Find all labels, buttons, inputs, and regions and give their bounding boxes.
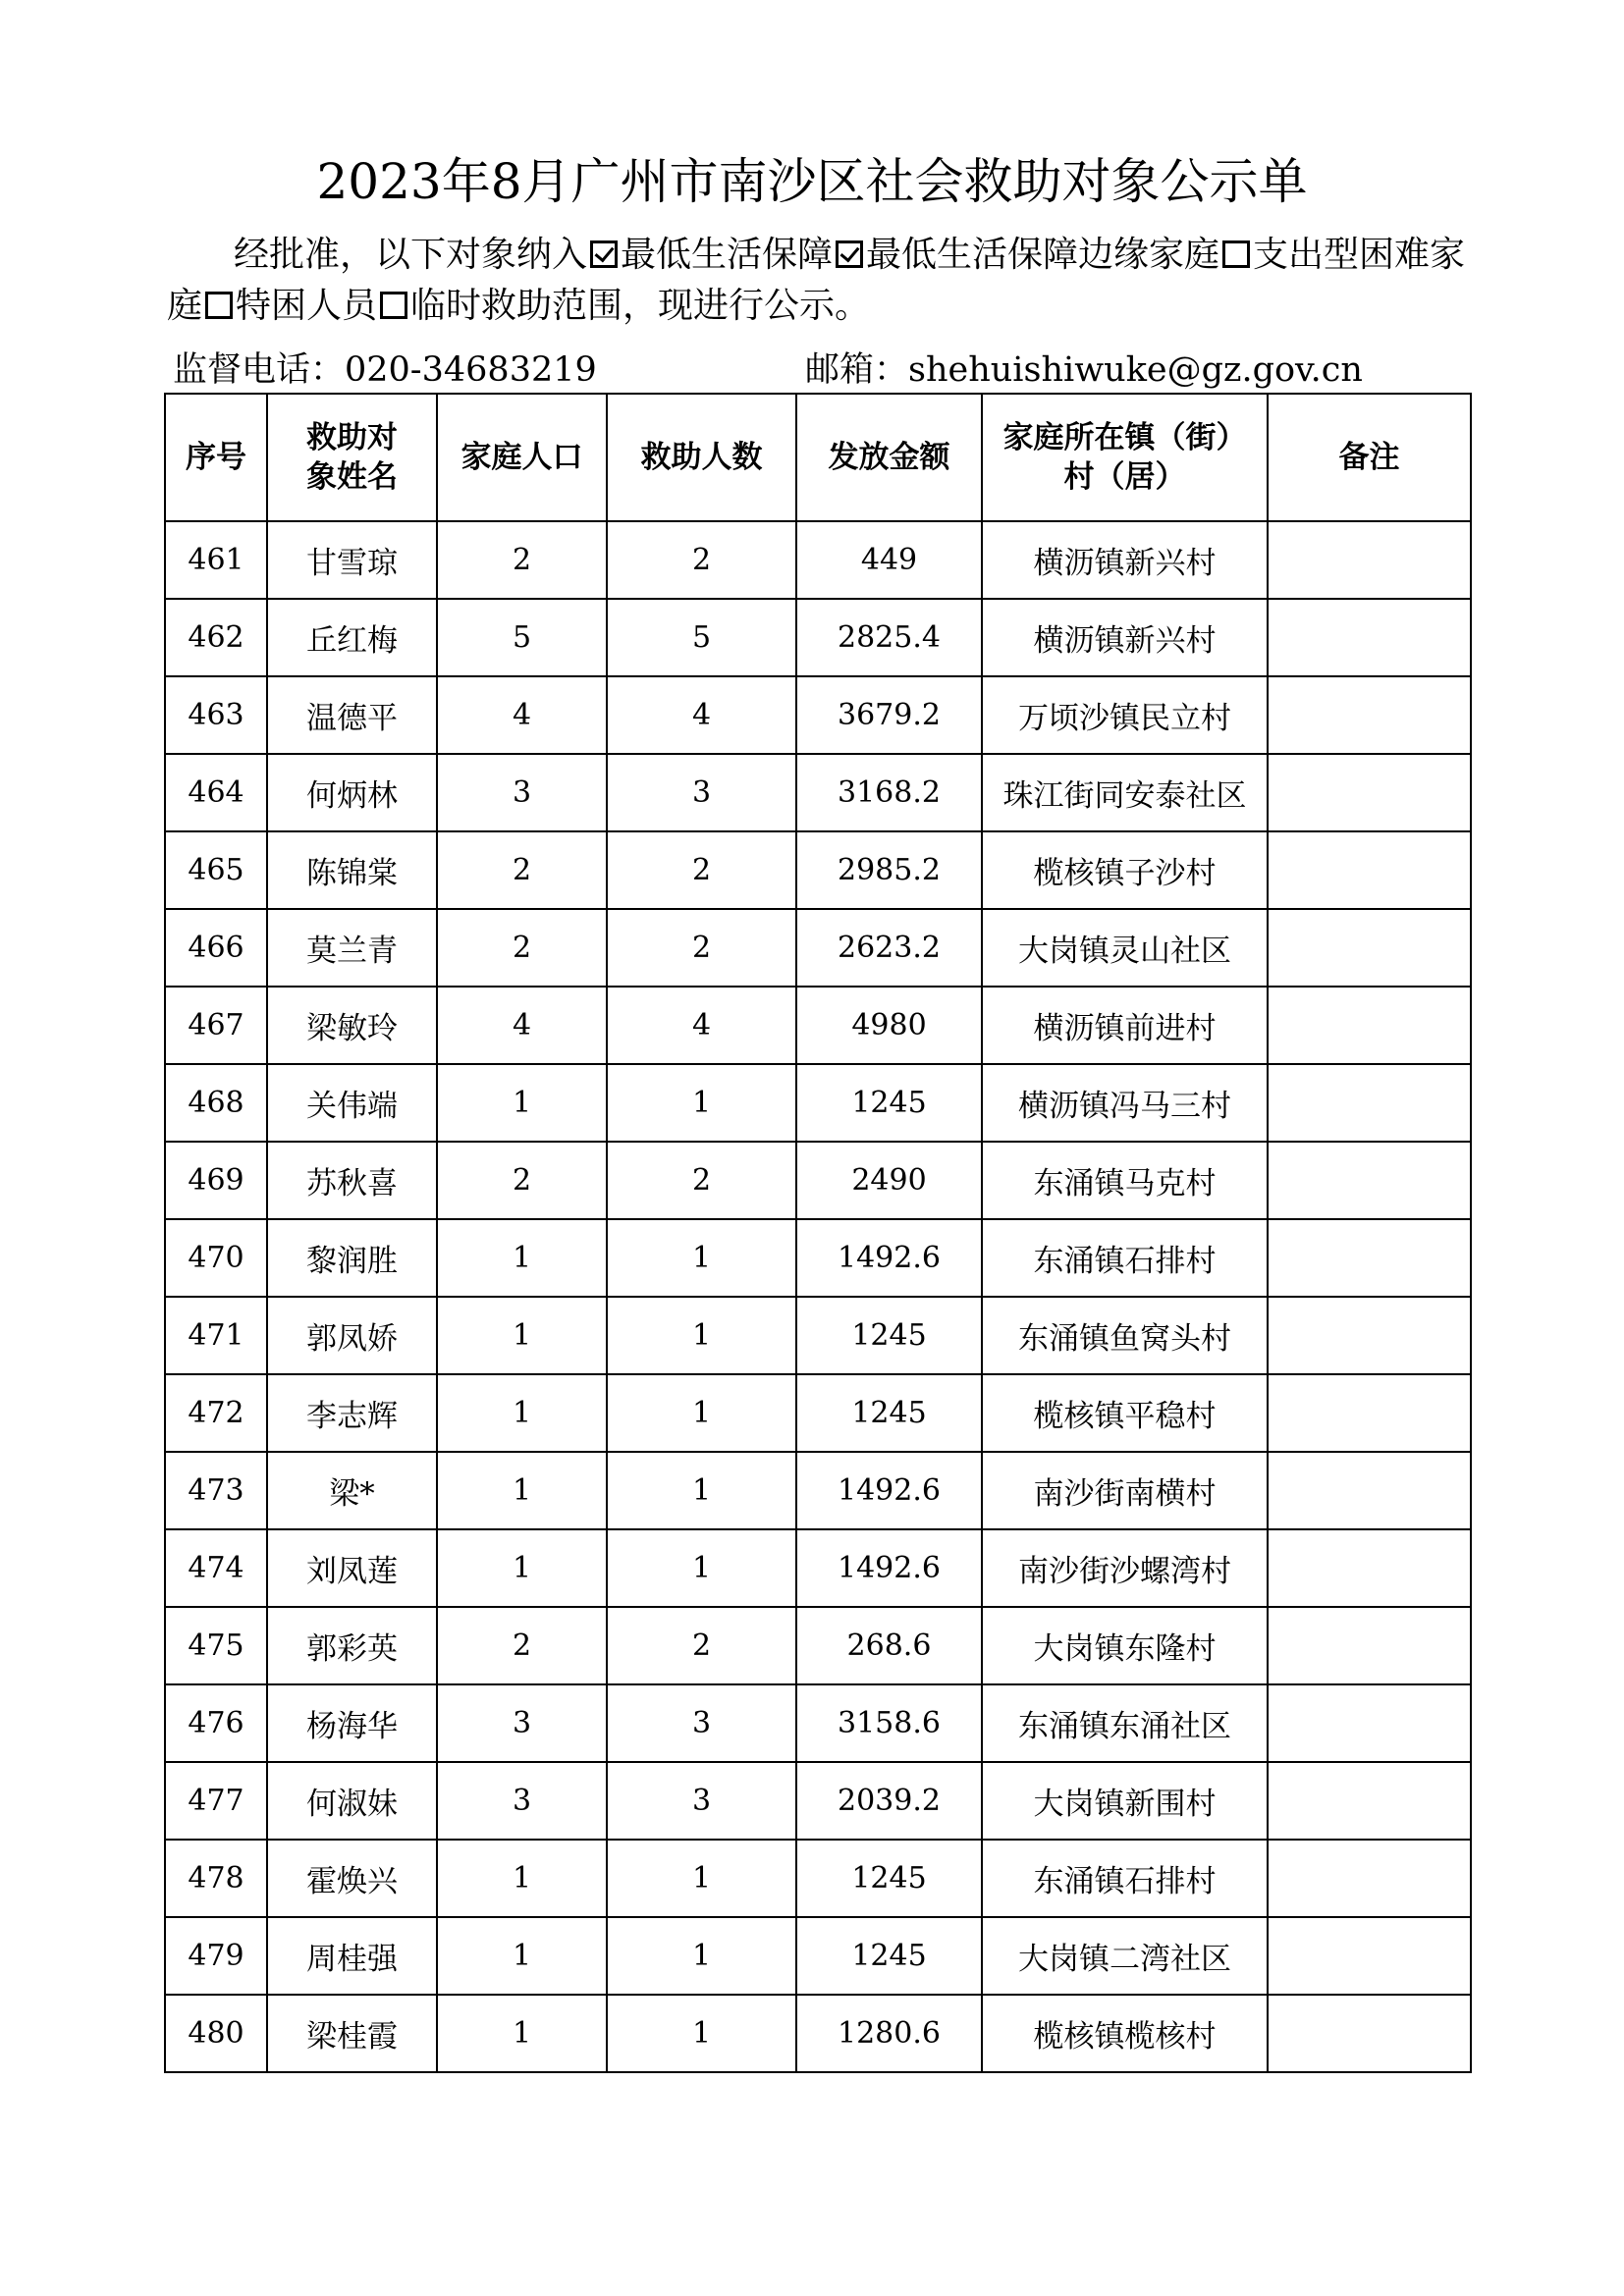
cell-household: 1 <box>437 1995 607 2072</box>
table-row <box>165 599 1471 676</box>
cell-aided: 4 <box>607 987 796 1064</box>
table-row <box>165 1219 1471 1297</box>
cell-remark <box>1268 754 1471 831</box>
cell-remark <box>1268 676 1471 754</box>
cell-aided: 1 <box>607 1840 796 1917</box>
cell-location: 横沥镇新兴村 <box>982 521 1268 599</box>
cell-index: 480 <box>165 1995 267 2072</box>
col-header-remark: 备注 <box>1268 394 1471 521</box>
col-header-household: 家庭人口 <box>437 394 607 521</box>
cell-name: 梁桂霞 <box>267 1995 437 2072</box>
cell-index: 472 <box>165 1374 267 1452</box>
table-row <box>165 831 1471 909</box>
table-row <box>165 1374 1471 1452</box>
cell-aided: 2 <box>607 1607 796 1684</box>
cell-amount: 268.6 <box>796 1607 982 1684</box>
cell-remark <box>1268 1142 1471 1219</box>
cell-remark <box>1268 1064 1471 1142</box>
cell-location: 横沥镇前进村 <box>982 987 1268 1064</box>
cell-location: 万顷沙镇民立村 <box>982 676 1268 754</box>
cell-household: 2 <box>437 1142 607 1219</box>
cell-location: 大岗镇灵山社区 <box>982 909 1268 987</box>
supervision-phone: 监督电话：020-34683219 <box>173 350 597 390</box>
cell-aided: 1 <box>607 1529 796 1607</box>
cell-household: 2 <box>437 521 607 599</box>
cell-amount: 1245 <box>796 1840 982 1917</box>
cell-remark <box>1268 1917 1471 1995</box>
cell-location: 榄核镇子沙村 <box>982 831 1268 909</box>
cell-index: 463 <box>165 676 267 754</box>
cell-amount: 2039.2 <box>796 1762 982 1840</box>
cell-aided: 1 <box>607 1374 796 1452</box>
table-row <box>165 1607 1471 1684</box>
cell-remark <box>1268 1452 1471 1529</box>
page-title: 2023年8月广州市南沙区社会救助对象公示单 <box>316 153 1308 210</box>
cell-name: 温德平 <box>267 676 437 754</box>
cell-household: 4 <box>437 987 607 1064</box>
option-label: 特困人员 <box>236 286 378 326</box>
cell-location: 大岗镇新围村 <box>982 1762 1268 1840</box>
cell-amount: 1245 <box>796 1297 982 1374</box>
cell-location: 东涌镇石排村 <box>982 1219 1268 1297</box>
cell-amount: 3679.2 <box>796 676 982 754</box>
cell-index: 479 <box>165 1917 267 1995</box>
cell-index: 475 <box>165 1607 267 1684</box>
cell-amount: 3158.6 <box>796 1684 982 1762</box>
cell-aided: 2 <box>607 1142 796 1219</box>
option-label: 临时救助 <box>410 286 553 326</box>
cell-amount: 1492.6 <box>796 1452 982 1529</box>
cell-remark <box>1268 987 1471 1064</box>
table-row <box>165 1762 1471 1840</box>
cell-name: 陈锦棠 <box>267 831 437 909</box>
cell-name: 郭彩英 <box>267 1607 437 1684</box>
cell-remark <box>1268 1374 1471 1452</box>
cell-index: 461 <box>165 521 267 599</box>
cell-index: 469 <box>165 1142 267 1219</box>
cell-name: 丘红梅 <box>267 599 437 676</box>
table-row <box>165 521 1471 599</box>
cell-amount: 449 <box>796 521 982 599</box>
cell-name: 关伟端 <box>267 1064 437 1142</box>
cell-amount: 2825.4 <box>796 599 982 676</box>
cell-amount: 1280.6 <box>796 1995 982 2072</box>
cell-household: 1 <box>437 1219 607 1297</box>
cell-amount: 2490 <box>796 1142 982 1219</box>
table-row <box>165 1142 1471 1219</box>
cell-household: 1 <box>437 1917 607 1995</box>
cell-amount: 1245 <box>796 1064 982 1142</box>
cell-aided: 2 <box>607 909 796 987</box>
cell-amount: 1245 <box>796 1374 982 1452</box>
cell-household: 3 <box>437 754 607 831</box>
option-label: 支出型困难家庭 <box>167 235 1466 326</box>
option-label: 最低生活保障 <box>621 235 834 275</box>
cell-aided: 1 <box>607 1064 796 1142</box>
cell-index: 462 <box>165 599 267 676</box>
cell-name: 甘雪琼 <box>267 521 437 599</box>
table-row <box>165 1684 1471 1762</box>
cell-name: 苏秋喜 <box>267 1142 437 1219</box>
cell-household: 4 <box>437 676 607 754</box>
col-header-name <box>267 394 437 521</box>
cell-amount: 3168.2 <box>796 754 982 831</box>
cell-location: 东涌镇石排村 <box>982 1840 1268 1917</box>
table-row <box>165 987 1471 1064</box>
cell-index: 478 <box>165 1840 267 1917</box>
cell-location: 珠江街同安泰社区 <box>982 754 1268 831</box>
cell-household: 3 <box>437 1762 607 1840</box>
cell-index: 473 <box>165 1452 267 1529</box>
cell-location: 南沙街南横村 <box>982 1452 1268 1529</box>
cell-remark <box>1268 1529 1471 1607</box>
cell-remark <box>1268 1684 1471 1762</box>
cell-amount: 1492.6 <box>796 1529 982 1607</box>
table-row <box>165 754 1471 831</box>
cell-name: 周桂强 <box>267 1917 437 1995</box>
cell-location: 横沥镇新兴村 <box>982 599 1268 676</box>
cell-name: 李志辉 <box>267 1374 437 1452</box>
cell-index: 465 <box>165 831 267 909</box>
cell-aided: 3 <box>607 754 796 831</box>
table-row <box>165 1840 1471 1917</box>
cell-household: 1 <box>437 1374 607 1452</box>
cell-remark <box>1268 1297 1471 1374</box>
option-label: 最低生活保障边缘家庭 <box>866 235 1220 275</box>
cell-amount: 4980 <box>796 987 982 1064</box>
table-row <box>165 676 1471 754</box>
cell-index: 470 <box>165 1219 267 1297</box>
checkbox-icon <box>380 292 407 319</box>
cell-index: 466 <box>165 909 267 987</box>
cell-amount: 1245 <box>796 1917 982 1995</box>
cell-household: 1 <box>437 1064 607 1142</box>
cell-remark <box>1268 1840 1471 1917</box>
cell-name: 霍焕兴 <box>267 1840 437 1917</box>
cell-index: 464 <box>165 754 267 831</box>
checkbox-icon <box>205 292 233 319</box>
intro-paragraph <box>167 230 1473 332</box>
cell-name: 梁敏玲 <box>267 987 437 1064</box>
cell-household: 1 <box>437 1529 607 1607</box>
cell-name: 黎润胜 <box>267 1219 437 1297</box>
cell-aided: 1 <box>607 1917 796 1995</box>
col-header-amount: 发放金额 <box>796 394 982 521</box>
cell-household: 2 <box>437 909 607 987</box>
cell-household: 1 <box>437 1840 607 1917</box>
cell-name: 杨海华 <box>267 1684 437 1762</box>
cell-remark <box>1268 909 1471 987</box>
checkbox-icon <box>1222 240 1250 268</box>
col-header-name-text: 救助对象姓名 <box>306 420 398 495</box>
col-header-index: 序号 <box>165 394 267 521</box>
table-row <box>165 1452 1471 1529</box>
cell-index: 468 <box>165 1064 267 1142</box>
cell-household: 3 <box>437 1684 607 1762</box>
cell-aided: 3 <box>607 1762 796 1840</box>
cell-name: 梁* <box>267 1452 437 1529</box>
cell-index: 476 <box>165 1684 267 1762</box>
recipient-table <box>164 393 1472 2073</box>
cell-location: 南沙街沙螺湾村 <box>982 1529 1268 1607</box>
table-row <box>165 1297 1471 1374</box>
cell-remark <box>1268 1762 1471 1840</box>
cell-amount: 2985.2 <box>796 831 982 909</box>
table-row <box>165 1529 1471 1607</box>
table-row <box>165 1917 1471 1995</box>
cell-location: 东涌镇鱼窝头村 <box>982 1297 1268 1374</box>
col-header-location-text: 家庭所在镇（街）村（居） <box>1002 420 1247 495</box>
cell-remark <box>1268 1219 1471 1297</box>
cell-remark <box>1268 1995 1471 2072</box>
intro-prefix: 经批准，以下对象纳入 <box>234 235 588 275</box>
cell-index: 467 <box>165 987 267 1064</box>
cell-name: 何炳林 <box>267 754 437 831</box>
cell-location: 大岗镇二湾社区 <box>982 1917 1268 1995</box>
cell-remark <box>1268 599 1471 676</box>
cell-location: 榄核镇榄核村 <box>982 1995 1268 2072</box>
cell-aided: 3 <box>607 1684 796 1762</box>
cell-remark <box>1268 521 1471 599</box>
col-header-location <box>982 394 1268 521</box>
cell-amount: 2623.2 <box>796 909 982 987</box>
table-row <box>165 1995 1471 2072</box>
cell-name: 何淑妹 <box>267 1762 437 1840</box>
cell-aided: 4 <box>607 676 796 754</box>
cell-aided: 1 <box>607 1297 796 1374</box>
cell-aided: 5 <box>607 599 796 676</box>
cell-name: 莫兰青 <box>267 909 437 987</box>
cell-aided: 1 <box>607 1219 796 1297</box>
cell-index: 477 <box>165 1762 267 1840</box>
cell-household: 1 <box>437 1452 607 1529</box>
cell-aided: 1 <box>607 1452 796 1529</box>
table-row <box>165 1064 1471 1142</box>
checkbox-icon <box>836 240 863 268</box>
cell-household: 2 <box>437 831 607 909</box>
table-row <box>165 909 1471 987</box>
cell-location: 东涌镇马克村 <box>982 1142 1268 1219</box>
cell-household: 1 <box>437 1297 607 1374</box>
cell-aided: 1 <box>607 1995 796 2072</box>
cell-index: 474 <box>165 1529 267 1607</box>
cell-remark <box>1268 1607 1471 1684</box>
intro-suffix: 范围，现进行公示。 <box>552 286 871 326</box>
cell-index: 471 <box>165 1297 267 1374</box>
supervision-email: 邮箱：shehuishiwuke@gz.gov.cn <box>805 350 1363 390</box>
cell-remark <box>1268 831 1471 909</box>
cell-location: 横沥镇冯马三村 <box>982 1064 1268 1142</box>
col-header-aided: 救助人数 <box>607 394 796 521</box>
cell-amount: 1492.6 <box>796 1219 982 1297</box>
cell-aided: 2 <box>607 831 796 909</box>
checkbox-icon <box>590 240 618 268</box>
cell-location: 东涌镇东涌社区 <box>982 1684 1268 1762</box>
cell-location: 大岗镇东隆村 <box>982 1607 1268 1684</box>
cell-location: 榄核镇平稳村 <box>982 1374 1268 1452</box>
cell-name: 刘凤莲 <box>267 1529 437 1607</box>
cell-household: 5 <box>437 599 607 676</box>
cell-household: 2 <box>437 1607 607 1684</box>
cell-name: 郭凤娇 <box>267 1297 437 1374</box>
cell-aided: 2 <box>607 521 796 599</box>
table-header-row <box>165 394 1471 521</box>
